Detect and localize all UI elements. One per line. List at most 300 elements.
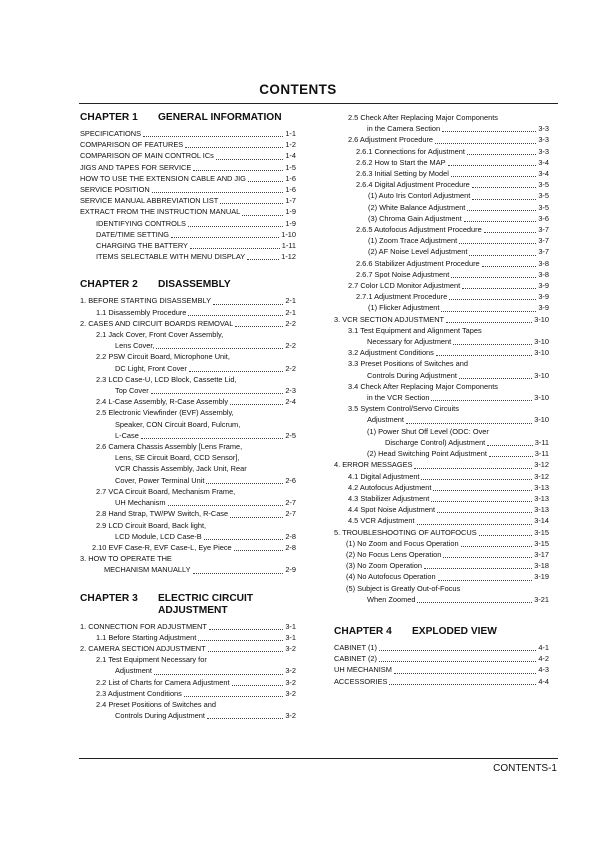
toc-page-number: 1-1 (285, 129, 296, 138)
chapter-title: ELECTRIC CIRCUIT (158, 592, 254, 604)
dot-leader (193, 170, 283, 171)
toc-entry[interactable] (334, 246, 549, 257)
toc-page-number: 3-12 (534, 460, 549, 470)
toc-entry-title: 3.4 Check After Replacing Major Components (348, 381, 498, 391)
toc-page-number: 3-9 (538, 292, 549, 302)
toc-page-number: 1-4 (285, 151, 296, 161)
toc-entry[interactable] (334, 258, 549, 269)
top-rule (79, 103, 558, 104)
dot-leader (209, 629, 283, 630)
dot-leader (190, 248, 280, 249)
toc-page-number: 4-4 (538, 676, 549, 686)
dot-leader (230, 517, 283, 518)
toc-entry[interactable] (334, 642, 549, 653)
dot-leader (438, 580, 533, 581)
dot-leader (188, 226, 283, 227)
dot-leader (394, 673, 536, 674)
toc-entry-title: Discharge Control) Adjustment (385, 437, 486, 447)
dot-leader (446, 322, 532, 323)
section-spacer (80, 576, 296, 593)
toc-entry-title: 4.5 VCR Adjustment (348, 516, 415, 526)
dot-leader (464, 221, 537, 222)
toc-entry[interactable] (80, 251, 296, 262)
toc-entry-title: SPECIFICATIONS (80, 129, 142, 138)
dot-leader (247, 259, 279, 260)
dot-leader (417, 524, 533, 525)
toc-entry-title: 3.1 Test Equipment and Alignment Tapes (348, 325, 482, 335)
toc-entry-title: SERVICE POSITION (80, 185, 150, 195)
toc-page-number: 3-2 (285, 711, 296, 721)
toc-entry-title: (1) Power Shut Off Level (ODC: Over (367, 426, 489, 436)
dot-leader (441, 311, 536, 312)
toc-entry[interactable] (80, 218, 296, 229)
dot-leader (168, 505, 284, 506)
contents-left-column (80, 112, 296, 721)
toc-entry[interactable] (334, 676, 549, 687)
toc-page-number: 4-1 (538, 642, 549, 652)
toc-entry-line (80, 699, 296, 710)
toc-entry[interactable] (80, 307, 296, 318)
dot-leader (204, 539, 284, 540)
dot-leader (451, 176, 536, 177)
dot-leader (193, 573, 284, 574)
toc-entry[interactable] (80, 184, 296, 195)
bottom-rule (79, 758, 558, 759)
toc-page-number: 3-13 (534, 493, 549, 503)
toc-entry[interactable] (80, 240, 296, 251)
toc-entry-line (334, 381, 549, 392)
toc-page-number: 3-21 (534, 594, 549, 604)
toc-entry-title: 2.1 Test Equipment Necessary for (96, 655, 207, 665)
toc-page-number: 1-6 (285, 185, 296, 195)
toc-entry[interactable] (334, 269, 549, 280)
toc-entry-title: L-Case (115, 430, 139, 440)
toc-page-number: 2-8 (285, 531, 296, 541)
toc-entry[interactable] (80, 385, 296, 396)
dot-leader (406, 423, 532, 424)
toc-page-number: 2-1 (285, 307, 296, 317)
toc-entry-title: DC Light, Front Cover (115, 363, 187, 373)
toc-entry-title: (3) Chroma Gain Adjustment (368, 213, 462, 223)
toc-entry[interactable] (334, 448, 549, 459)
dot-leader (433, 490, 532, 491)
toc-entry-title: Controls During Adjustment (115, 711, 205, 721)
toc-page-number: 1-7 (285, 196, 296, 206)
toc-entry-title: DATE/TIME SETTING (96, 229, 169, 239)
toc-entry[interactable] (334, 549, 549, 560)
dot-leader (472, 199, 536, 200)
toc-entry-title: Adjustment (115, 666, 152, 676)
dot-leader (152, 192, 284, 193)
toc-entry-title: 1.1 Disassembly Procedure (96, 307, 187, 317)
toc-page-number: 3-11 (534, 449, 549, 459)
toc-entry-title: 4.3 Stabilizer Adjustment (348, 493, 430, 503)
toc-entry[interactable] (334, 336, 549, 347)
toc-entry-title: VCR Chassis Assembly, Jack Unit, Rear (115, 464, 247, 474)
toc-entry-title: 4. ERROR MESSAGES (334, 460, 413, 470)
toc-entry[interactable] (80, 621, 296, 632)
dot-leader (188, 315, 283, 316)
section-spacer (80, 262, 296, 279)
dot-leader (185, 147, 283, 148)
toc-entry[interactable] (80, 564, 296, 575)
toc-entry[interactable] (334, 653, 549, 664)
toc-entry-line (80, 351, 296, 362)
toc-page-number: 3-17 (534, 549, 549, 559)
dot-leader (424, 568, 532, 569)
toc-page-number: 2-9 (285, 565, 296, 575)
toc-page-number: 3-9 (538, 281, 549, 291)
toc-entry-title: Controls During Adjustment (367, 370, 457, 380)
dot-leader (436, 355, 532, 356)
toc-entry[interactable] (334, 392, 549, 403)
dot-leader (379, 650, 536, 651)
toc-entry-title: 5. TROUBLESHOOTING OF AUTOFOCUS (334, 527, 477, 537)
dot-leader (467, 154, 536, 155)
toc-entry-title: Necessary for Adjustment (367, 337, 452, 347)
toc-entry[interactable] (334, 459, 549, 470)
toc-page-number: 1-9 (285, 207, 296, 217)
toc-page-number: 3-19 (534, 572, 549, 582)
toc-page-number: 3-18 (534, 561, 549, 571)
chapter-heading (80, 593, 296, 605)
toc-entry[interactable] (80, 643, 296, 654)
toc-page-number: 2-2 (285, 363, 296, 373)
toc-entry-title: Lens, SE Circuit Board, CCD Sensor], (115, 453, 240, 463)
toc-entry-title: Lens Cover, (115, 341, 155, 351)
toc-page-number: 3-10 (534, 370, 549, 380)
toc-entry[interactable] (334, 370, 549, 381)
toc-entry-title: 2.4 L-Case Assembly, R-Case Assembly (96, 397, 229, 407)
toc-entry-title: UH MECHANISM (334, 665, 392, 675)
dot-leader (435, 143, 536, 144)
toc-entry-title: 2.6.4 Digital Adjustment Procedure (356, 180, 470, 190)
toc-page-number: 1-10 (281, 229, 296, 239)
toc-page-number: 3-13 (534, 505, 549, 515)
toc-entry[interactable] (80, 318, 296, 329)
chapter-title: ADJUSTMENT (158, 604, 228, 616)
toc-entry-line (334, 112, 549, 123)
toc-entry[interactable] (80, 139, 296, 150)
toc-entry-title: HOW TO USE THE EXTENSION CABLE AND JIG (80, 173, 246, 183)
dot-leader (462, 288, 536, 289)
toc-entry[interactable] (334, 493, 549, 504)
toc-page-number: 3-7 (538, 247, 549, 257)
dot-leader (242, 215, 283, 216)
toc-entry-title: EXTRACT FROM THE INSTRUCTION MANUAL (80, 207, 241, 217)
toc-page-number: 1-11 (281, 241, 296, 251)
toc-entry[interactable] (334, 157, 549, 168)
toc-entry-line (80, 419, 296, 430)
toc-entry-title: 2.7.1 Adjustment Procedure (356, 292, 448, 302)
dot-leader (389, 684, 536, 685)
toc-entry[interactable] (334, 560, 549, 571)
toc-page-number: 3-7 (538, 225, 549, 235)
toc-entry-title: 2.5 Electronic Viewfinder (EVF) Assembly, (96, 408, 234, 418)
contents-right-column (334, 112, 549, 687)
toc-entry-title: 2.9 LCD Circuit Board, Back light, (96, 520, 207, 530)
dot-leader (141, 438, 283, 439)
toc-entry[interactable] (334, 146, 549, 157)
toc-entry-title: 2.6.5 Autofocus Adjustment Procedure (356, 225, 482, 235)
toc-page-number: 3-10 (534, 337, 549, 347)
toc-entry-line (334, 325, 549, 336)
toc-page-number: 1-6 (285, 173, 296, 183)
toc-entry-title: 2.6 Camera Chassis Assembly [Lens Frame, (96, 442, 243, 452)
toc-entry-title: 2.1 Jack Cover, Front Cover Assembly, (96, 330, 224, 340)
toc-entry-title: (1) Auto Iris Contorl Adjustment (368, 191, 471, 201)
toc-entry-title: (2) AF Noise Level Adjustment (368, 247, 468, 257)
toc-entry-title: 4.2 Autofocus Adjustment (348, 482, 432, 492)
toc-entry-line (334, 358, 549, 369)
dot-leader (487, 445, 533, 446)
toc-entry[interactable] (334, 291, 549, 302)
toc-page-number: 3-2 (285, 677, 296, 687)
dot-leader (482, 266, 537, 267)
toc-entry-title: 4.1 Digital Adjustment (348, 471, 420, 481)
dot-leader (184, 696, 283, 697)
toc-entry[interactable] (334, 347, 549, 358)
dot-leader (469, 255, 536, 256)
toc-page-number: 2-1 (285, 296, 296, 306)
dot-leader (189, 371, 283, 372)
toc-entry-title: 3. HOW TO OPERATE THE (80, 554, 172, 564)
toc-page-number: 2-5 (285, 430, 296, 440)
toc-entry[interactable] (80, 150, 296, 161)
toc-entry-title: 2.6 Adjustment Procedure (348, 135, 434, 145)
toc-page-number: 3-15 (534, 538, 549, 548)
toc-entry[interactable] (334, 302, 549, 313)
toc-entry-title: 2.3 LCD Case-U, LCD Block, Cassette Lid, (96, 374, 237, 384)
toc-entry-title: 2.4 Preset Positions of Switches and (96, 699, 216, 709)
toc-entry[interactable] (334, 280, 549, 291)
toc-entry[interactable] (80, 688, 296, 699)
dot-leader (234, 550, 284, 551)
toc-entry-title: (1) Zoom Trace Adjustment (368, 236, 458, 246)
toc-entry-title: 1. BEFORE STARTING DISASSEMBLY (80, 296, 212, 306)
toc-page-number: 2-7 (285, 498, 296, 508)
toc-entry[interactable] (80, 128, 296, 139)
toc-entry[interactable] (334, 190, 549, 201)
toc-entry-title: When Zoomed (367, 594, 416, 604)
dot-leader (232, 685, 284, 686)
toc-entry[interactable] (80, 632, 296, 643)
toc-page-number: 1-12 (281, 252, 296, 262)
toc-entry-title: ITEMS SELECTABLE WITH MENU DISPLAY (96, 252, 246, 262)
toc-entry[interactable] (80, 206, 296, 217)
toc-page-number: 3-1 (285, 632, 296, 642)
toc-entry-line (334, 583, 549, 594)
toc-entry-title: ACCESSORIES (334, 676, 388, 686)
toc-entry-title: IDENTIFYING CONTROLS (96, 218, 186, 228)
toc-page-number: 3-15 (534, 527, 549, 537)
toc-entry-title: (2) Head Switching Point Adjustment (367, 449, 487, 459)
toc-page-number: 3-13 (534, 482, 549, 492)
toc-page-number: 2-3 (285, 386, 296, 396)
toc-entry[interactable] (80, 665, 296, 676)
toc-entry-title: 2.6.3 Initial Setting by Model (356, 169, 449, 179)
chapter-heading (80, 279, 296, 291)
toc-page-number: 3-14 (534, 516, 549, 526)
toc-entry[interactable] (80, 162, 296, 173)
toc-entry[interactable] (334, 168, 549, 179)
toc-entry[interactable] (80, 195, 296, 206)
toc-entry[interactable] (80, 430, 296, 441)
toc-entry[interactable] (80, 229, 296, 240)
chapter-heading (334, 626, 549, 638)
dot-leader (207, 718, 283, 719)
toc-page-number: 3-9 (538, 303, 549, 313)
toc-entry-title: 2.5 Check After Replacing Major Components (348, 113, 498, 122)
toc-page-number: 3-3 (538, 146, 549, 156)
toc-entry-title: 2.2 List of Charts for Camera Adjustment (96, 677, 230, 687)
toc-entry[interactable] (80, 396, 296, 407)
toc-entry-title: 4.4 Spot Noise Adjustment (348, 505, 436, 515)
toc-entry[interactable] (80, 475, 296, 486)
toc-page-number: 3-5 (538, 180, 549, 190)
toc-page-number: 1-2 (285, 140, 296, 150)
toc-entry-title: CABINET (2) (334, 654, 377, 664)
toc-entry[interactable] (334, 538, 549, 549)
dot-leader (421, 479, 532, 480)
toc-entry[interactable] (334, 515, 549, 526)
toc-entry-title: 2. CASES AND CIRCUIT BOARDS REMOVAL (80, 318, 234, 328)
toc-entry[interactable] (80, 497, 296, 508)
toc-page-number: 3-3 (538, 124, 549, 134)
toc-entry-line (334, 426, 549, 437)
toc-entry[interactable] (80, 295, 296, 306)
toc-entry-title: Cover, Power Terminal Unit (115, 475, 205, 485)
toc-entry[interactable] (334, 202, 549, 213)
toc-page-number: 1-5 (285, 162, 296, 172)
toc-entry[interactable] (334, 471, 549, 482)
toc-entry[interactable] (80, 173, 296, 184)
dot-leader (461, 546, 533, 547)
toc-entry-title: 1.1 Before Starting Adjustment (96, 632, 197, 642)
toc-entry-title: COMPARISON OF MAIN CONTROL ICs (80, 151, 214, 161)
toc-page-number: 3-4 (538, 169, 549, 179)
page-title: CONTENTS (259, 82, 337, 97)
toc-page-number: 1-9 (285, 218, 296, 228)
toc-entry[interactable] (334, 594, 549, 605)
toc-entry-title: LCD Module, LCD Case-B (115, 531, 202, 541)
dot-leader (216, 159, 283, 160)
toc-entry[interactable] (80, 710, 296, 721)
dot-leader (451, 277, 536, 278)
toc-entry[interactable] (334, 134, 549, 145)
dot-leader (230, 404, 283, 405)
toc-page-number: 2-2 (285, 341, 296, 351)
toc-entry-title: 2.7 Color LCD Monitor Adjustment (348, 281, 461, 291)
dot-leader (484, 232, 537, 233)
toc-entry[interactable] (334, 571, 549, 582)
toc-entry[interactable] (80, 340, 296, 351)
toc-entry-title: 3.3 Preset Positions of Switches and (348, 359, 468, 369)
chapter-title: EXPLODED VIEW (412, 625, 497, 637)
toc-page-number: 4-3 (538, 665, 549, 675)
toc-entry-title: Top Cover (115, 386, 149, 396)
toc-entry-line (80, 452, 296, 463)
toc-entry-title: 2.8 Hand Strap, TW/PW Switch, R-Case (96, 509, 229, 519)
toc-entry-title: 3. VCR SECTION ADJUSTMENT (334, 314, 445, 324)
toc-page-number: 2-7 (285, 509, 296, 519)
toc-entry-title: Adjustment (367, 415, 404, 425)
toc-entry-title: MECHANISM MANUALLY (104, 565, 191, 575)
toc-entry-title: 2.6.2 How to Start the MAP (356, 157, 446, 167)
toc-entry-title: 2.7 VCA Circuit Board, Mechanism Frame, (96, 486, 236, 496)
toc-entry[interactable] (80, 508, 296, 519)
toc-page-number: 3-10 (534, 314, 549, 324)
toc-entry-title: 3.2 Adjustment Conditions (348, 348, 434, 358)
dot-leader (198, 640, 283, 641)
dot-leader (472, 187, 537, 188)
toc-entry[interactable] (80, 363, 296, 374)
toc-entry[interactable] (334, 482, 549, 493)
toc-entry[interactable] (334, 179, 549, 190)
chapter-number: CHAPTER 3 (80, 592, 138, 604)
toc-entry-line (80, 486, 296, 497)
toc-page-number: 3-10 (534, 393, 549, 403)
toc-entry-title: 2. CAMERA SECTION ADJUSTMENT (80, 643, 206, 653)
dot-leader (417, 602, 532, 603)
toc-entry-line (80, 441, 296, 452)
dot-leader (479, 535, 533, 536)
toc-entry-line (80, 520, 296, 531)
toc-entry[interactable] (80, 542, 296, 553)
toc-page-number: 3-4 (538, 157, 549, 167)
toc-entry-title: COMPARISON OF FEATURES (80, 140, 184, 150)
toc-page-number: 2-2 (285, 318, 296, 328)
dot-leader (171, 237, 279, 238)
toc-page-number: 2-6 (285, 475, 296, 485)
page-footer: CONTENTS-1 (493, 763, 557, 774)
toc-entry-title: in the VCR Section (367, 393, 430, 403)
chapter-number: CHAPTER 4 (334, 625, 392, 637)
toc-entry-title: (1) Flicker Adjustment (368, 303, 440, 313)
toc-entry[interactable] (334, 527, 549, 538)
toc-entry-title: (1) No Zoom and Focus Operation (346, 538, 459, 548)
toc-entry[interactable] (80, 677, 296, 688)
dot-leader (379, 661, 536, 662)
toc-entry[interactable] (334, 664, 549, 675)
toc-entry[interactable] (334, 437, 549, 448)
toc-entry[interactable] (334, 123, 549, 134)
dot-leader (220, 203, 283, 204)
toc-entry[interactable] (80, 531, 296, 542)
toc-entry[interactable] (334, 504, 549, 515)
toc-entry[interactable] (334, 235, 549, 246)
dot-leader (206, 483, 283, 484)
toc-page-number: 3-7 (538, 236, 549, 246)
toc-page-number: 3-8 (538, 269, 549, 279)
dot-leader (235, 326, 283, 327)
toc-page-number: 3-8 (538, 258, 549, 268)
toc-entry-title: 2.10 EVF Case-R, EVF Case-L, Eye Piece (92, 542, 232, 552)
toc-entry[interactable] (334, 224, 549, 235)
dot-leader (151, 393, 284, 394)
toc-entry-line (80, 654, 296, 665)
dot-leader (156, 348, 283, 349)
toc-entry[interactable] (334, 414, 549, 425)
toc-page-number: 3-1 (285, 621, 296, 631)
toc-entry-title: CABINET (1) (334, 642, 377, 652)
toc-entry[interactable] (334, 213, 549, 224)
toc-entry-title: 2.6.6 Stabilizer Adjustment Procedure (356, 258, 480, 268)
dot-leader (443, 557, 532, 558)
toc-entry[interactable] (334, 314, 549, 325)
dot-leader (143, 136, 283, 137)
dot-leader (248, 181, 283, 182)
